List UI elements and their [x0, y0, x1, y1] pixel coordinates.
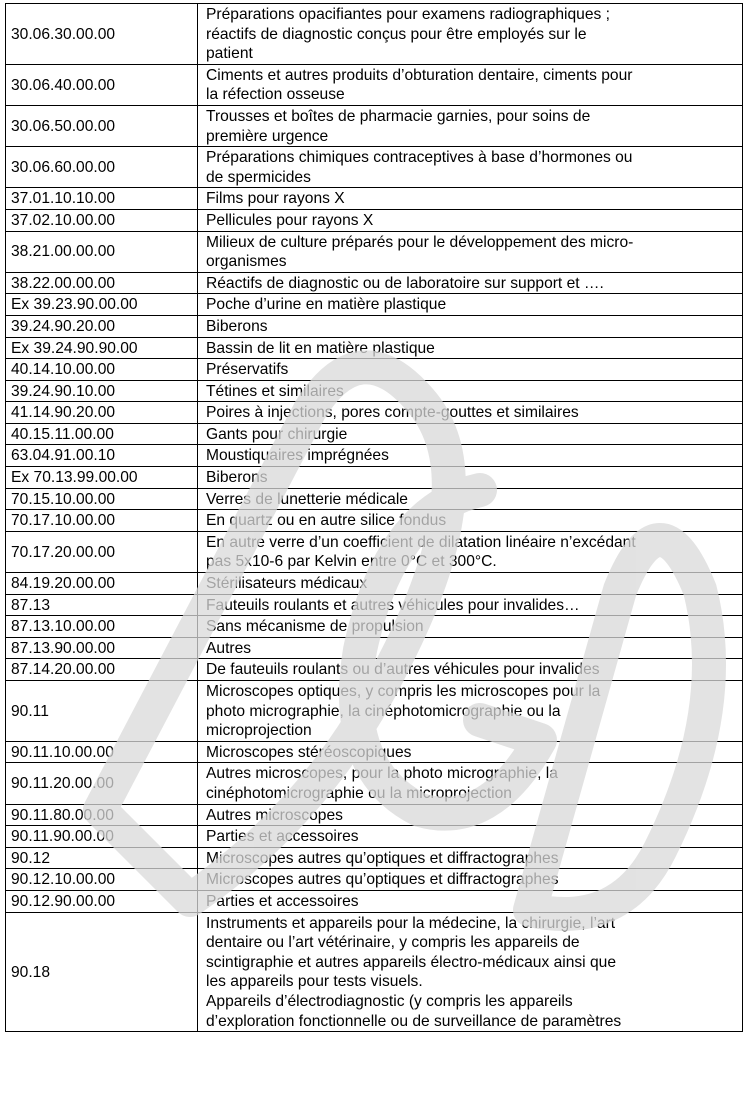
description-line: cinéphotomicrographie ou la microprojection [206, 784, 512, 802]
description-line: Préparations opacifiantes pour examens radiographiques ; [206, 6, 610, 23]
tariff-code-cell: 37.01.10.10.00 [6, 188, 198, 210]
tariff-code-cell: 70.15.10.00.00 [6, 488, 198, 510]
table-row [6, 826, 743, 848]
table-row [6, 510, 743, 532]
tariff-description-cell [198, 826, 743, 848]
table-row [6, 402, 743, 424]
table-row [6, 147, 743, 188]
table-row [6, 912, 743, 1032]
tariff-code-cell: 87.13.90.00.00 [6, 637, 198, 659]
tariff-code-cell: 90.11.80.00.00 [6, 804, 198, 826]
description-line: Gants pour chirurgie [206, 425, 348, 443]
table-row [6, 637, 743, 659]
tariff-description-cell [198, 681, 743, 742]
description-line: Biberons [206, 317, 268, 335]
tariff-description-cell [198, 763, 743, 804]
tariff-code-cell: 70.17.20.00.00 [6, 531, 198, 572]
tariff-code-cell: 90.12.90.00.00 [6, 890, 198, 912]
tariff-code-cell: 90.18 [6, 912, 198, 1032]
table-row [6, 869, 743, 891]
tariff-description-cell [198, 402, 743, 424]
table-row [6, 531, 743, 572]
description-line: Préparations chimiques contraceptives à base d’hormones ou [206, 149, 633, 167]
description-line: première urgence [206, 127, 329, 145]
description-line: la réfection osseuse [206, 86, 345, 104]
table-row [6, 315, 743, 337]
table-row [6, 467, 743, 489]
description-line: En quartz ou en autre silice fondus [206, 512, 447, 530]
tariff-code-cell: 90.11.20.00.00 [6, 763, 198, 804]
table-row [6, 616, 743, 638]
tariff-code-cell: Ex 39.23.90.00.00 [6, 294, 198, 316]
description-line: Parties et accessoires [206, 892, 359, 910]
tariff-description-cell [198, 573, 743, 595]
tariff-code-cell: 37.02.10.00.00 [6, 209, 198, 231]
tariff-description-cell [198, 188, 743, 210]
tariff-description-cell [198, 359, 743, 381]
tariff-code-cell: 90.11 [6, 681, 198, 742]
tariff-table-body [6, 4, 743, 1032]
tariff-code-cell: 41.14.90.20.00 [6, 402, 198, 424]
tariff-description-cell [198, 4, 743, 65]
table-row [6, 294, 743, 316]
description-line: pas 5x10-6 par Kelvin entre 0°C et 300°C. [206, 553, 497, 571]
description-line: Milieux de culture préparés pour le développement des micro- [206, 233, 634, 251]
description-line: dentaire ou l’art vétérinaire, y compris les appareils de [206, 934, 580, 952]
description-line: Autres [206, 639, 252, 657]
tariff-description-cell [198, 467, 743, 489]
description-line: photo micrographie, la cinéphotomicrographie ou la [206, 702, 561, 720]
description-line: scintigraphie et autres appareils électro-médicaux ainsi que [206, 953, 616, 971]
tariff-description-cell [198, 488, 743, 510]
description-line: patient [206, 45, 253, 63]
tariff-description-cell [198, 380, 743, 402]
tariff-code-cell: 38.22.00.00.00 [6, 272, 198, 294]
description-line: Poires à injections, pores compte-gouttes et similaires [206, 404, 579, 422]
tariff-description-cell [198, 847, 743, 869]
tariff-code-cell: 63.04.91.00.10 [6, 445, 198, 467]
table-row [6, 209, 743, 231]
tariff-code-cell: 70.17.10.00.00 [6, 510, 198, 532]
description-line: les appareils pour tests visuels. [206, 973, 423, 991]
description-line: Biberons [206, 469, 268, 487]
tariff-code-cell: 40.14.10.00.00 [6, 359, 198, 381]
tariff-code-cell: 90.12 [6, 847, 198, 869]
table-row [6, 337, 743, 359]
description-line: Bassin de lit en matière plastique [206, 339, 435, 357]
description-line: Ciments et autres produits d’obturation dentaire, ciments pour [206, 66, 633, 84]
tariff-description-cell [198, 804, 743, 826]
tariff-code-cell: 90.11.10.00.00 [6, 741, 198, 763]
description-line: Parties et accessoires [206, 828, 359, 846]
tariff-description-cell [198, 510, 743, 532]
tariff-code-cell: 38.21.00.00.00 [6, 231, 198, 272]
table-row [6, 763, 743, 804]
tariff-code-cell: 30.06.40.00.00 [6, 64, 198, 105]
table-row [6, 741, 743, 763]
description-line: Fauteuils roulants et autres véhicules pour invalides… [206, 596, 580, 614]
tariff-code-cell: 87.13.10.00.00 [6, 616, 198, 638]
tariff-code-cell: 30.06.30.00.00 [6, 4, 198, 65]
description-line: d’exploration fonctionnelle ou de surveillance de paramètres [206, 1012, 622, 1030]
description-line: Appareils d’électrodiagnostic (y compris les appareils [206, 992, 573, 1010]
description-line: Sans mécanisme de propulsion [206, 618, 424, 636]
description-line: Trousses et boîtes de pharmacie garnies, pour soins de [206, 107, 591, 125]
description-line: de spermicides [206, 168, 311, 186]
tariff-description-cell [198, 315, 743, 337]
tariff-code-cell: Ex 70.13.99.00.00 [6, 467, 198, 489]
tariff-description-cell [198, 659, 743, 681]
table-row [6, 188, 743, 210]
description-line: organismes [206, 253, 287, 271]
description-line: Préservatifs [206, 361, 289, 379]
tariff-code-cell: 30.06.50.00.00 [6, 105, 198, 146]
table-row [6, 105, 743, 146]
description-line: Pellicules pour rayons X [206, 211, 374, 229]
tariff-code-cell: Ex 39.24.90.90.00 [6, 337, 198, 359]
tariff-description-cell [198, 105, 743, 146]
table-row [6, 231, 743, 272]
description-line: Microscopes autres qu’optiques et diffractographes [206, 849, 559, 867]
tariff-code-cell: 30.06.60.00.00 [6, 147, 198, 188]
description-line: réactifs de diagnostic conçus pour être employés sur le [206, 25, 587, 43]
tariff-table [5, 3, 743, 1032]
tariff-description-cell [198, 64, 743, 105]
tariff-description-cell [198, 147, 743, 188]
table-row [6, 804, 743, 826]
table-row [6, 488, 743, 510]
tariff-description-cell [198, 445, 743, 467]
description-line: Films pour rayons X [206, 190, 345, 208]
tariff-code-cell: 40.15.11.00.00 [6, 423, 198, 445]
tariff-code-cell: 87.14.20.00.00 [6, 659, 198, 681]
table-row [6, 681, 743, 742]
table-row [6, 423, 743, 445]
description-line: Microscopes optiques, y compris les microscopes pour la [206, 683, 601, 700]
tariff-description-cell [198, 209, 743, 231]
table-row [6, 659, 743, 681]
description-line: Poche d’urine en matière plastique [206, 296, 447, 314]
tariff-code-cell: 90.11.90.00.00 [6, 826, 198, 848]
tariff-description-cell [198, 616, 743, 638]
table-row [6, 4, 743, 65]
table-row [6, 272, 743, 294]
tariff-description-cell [198, 637, 743, 659]
description-line: Instruments et appareils pour la médecine, la chirurgie, l’art [206, 914, 616, 932]
description-line: De fauteuils roulants ou d’autres véhicules pour invalides [206, 661, 600, 679]
tariff-code-cell: 39.24.90.10.00 [6, 380, 198, 402]
table-row [6, 359, 743, 381]
table-row [6, 64, 743, 105]
tariff-code-cell: 39.24.90.20.00 [6, 315, 198, 337]
tariff-description-cell [198, 294, 743, 316]
description-line: Microscopes stéréoscopiques [206, 743, 412, 761]
tariff-description-cell [198, 423, 743, 445]
tariff-description-cell [198, 594, 743, 616]
table-row [6, 445, 743, 467]
table-row [6, 890, 743, 912]
tariff-description-cell [198, 869, 743, 891]
description-line: Tétines et similaires [206, 382, 344, 400]
description-line: Verres de lunetterie médicale [206, 490, 408, 508]
tariff-description-cell [198, 337, 743, 359]
tariff-description-cell [198, 231, 743, 272]
tariff-code-cell: 87.13 [6, 594, 198, 616]
description-line: Autres microscopes, pour la photo micrographie, la [206, 765, 558, 783]
tariff-description-cell [198, 272, 743, 294]
tariff-description-cell [198, 741, 743, 763]
table-row [6, 847, 743, 869]
description-line: Microscopes autres qu’optiques et diffractographes [206, 871, 559, 889]
tariff-description-cell [198, 531, 743, 572]
description-line: Moustiquaires imprégnées [206, 447, 389, 465]
description-line: En autre verre d’un coefficient de dilatation linéaire n’excédant [206, 533, 636, 551]
table-row [6, 380, 743, 402]
tariff-code-cell: 84.19.20.00.00 [6, 573, 198, 595]
table-row [6, 573, 743, 595]
description-line: Réactifs de diagnostic ou de laboratoire sur support et …. [206, 274, 604, 292]
description-line: Stérilisateurs médicaux [206, 575, 368, 593]
tariff-description-cell [198, 912, 743, 1032]
tariff-code-cell: 90.12.10.00.00 [6, 869, 198, 891]
tariff-description-cell [198, 890, 743, 912]
description-line: Autres microscopes [206, 806, 343, 824]
description-line: microprojection [206, 722, 312, 740]
table-row [6, 594, 743, 616]
